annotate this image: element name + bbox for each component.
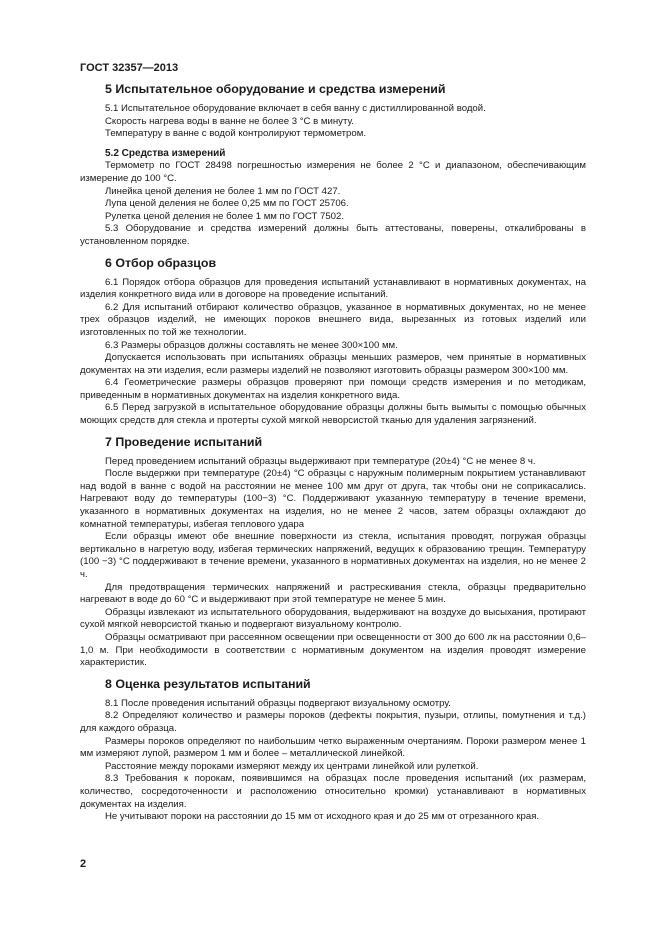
paragraph: 5.1 Испытательное оборудование включает в себя ванну с дистиллированной водой. — [105, 103, 486, 114]
paragraph: Размеры пороков определяют по наибольшим четко выраженным очертаниям. Пороки размером менее 1 мм измеряют лупой, размером 1 мм и более – металлической линейкой. — [80, 735, 586, 760]
section-7 — [80, 435, 586, 670]
section-8 — [80, 677, 586, 824]
paragraph: Если образцы имеют обе внешние поверхности из стекла, испытания проводят, погружая образцы вертикально в нагретую воду, избегая термических напряжений, ведущих к образованию трещин. Температуру (100 −3) °С поддерживают в течение времени, указанного в нормативных документах на изделия, но не менее 2 ч. — [80, 531, 586, 580]
section-5 — [80, 82, 586, 249]
paragraph: 6.4 Геометрические размеры образцов проверяют при помощи средств измерения и по методикам, приведенным в нормативных документах на изделия конкретного вида. — [80, 377, 586, 401]
paragraph: 5.3 Оборудование и средства измерений должны быть аттестованы, поверены, откалиброваны в установленном порядке. — [80, 223, 586, 247]
paragraph: Температуру в ванне с водой контролируют термометром. — [105, 128, 366, 140]
paragraph: Расстояние между пороками измеряют между их центрами линейкой или рулеткой. — [105, 760, 479, 772]
paragraph: 8.2 Определяют количество и размеры пороков (дефекты покрытия, пузыри, отлипы, помутнения и т.д.) для каждого образца. — [80, 710, 586, 734]
paragraph: Лупа ценой деления не более 0,25 мм по ГОСТ 25706. — [105, 198, 349, 210]
paragraph: Скорость нагрева воды в ванне не более 3 °С в минуту. — [105, 115, 354, 127]
paragraph: 6.5 Перед загрузкой в испытательное оборудование образцы должны быть вымыты с помощью обычных моющих средств для стекла и протерты сухой мягкой неворсистой тканью для удаления загрязнений. — [80, 402, 586, 427]
paragraph: Перед проведением испытаний образцы выдерживают при температуре (20±4) °С не менее 8 ч. — [105, 455, 536, 467]
document-header: ГОСТ 32357—2013 — [80, 62, 179, 74]
paragraph: Не учитывают пороки на расстоянии до 15 мм от исходного края и до 25 мм от отрезанного края. — [105, 811, 540, 823]
paragraph: 8.3 Требования к порокам, появившимся на образцах после проведения испытаний (их размерам, количество, сосредоточенности и расположению относительно кромки) устанавливают в нормативных документах на изделия. — [80, 773, 586, 810]
paragraph: Образцы осматривают при рассеянном освещении при освещенности от 300 до 600 лк на расстоянии 0,6–1,0 м. При необходимости в соответствии с нормативным документом на изделия проводят измерение характеристик. — [80, 631, 586, 669]
document-body — [80, 82, 586, 831]
paragraph: Линейка ценой деления не более 1 мм по ГОСТ 427. — [105, 185, 341, 197]
paragraph: После выдержки при температуре (20±4) °С образцы с наружным полимерным покрытием устанавливают над водой в ванне с водой на расстоянии не менее 100 мм друг от друга, так чтобы они не соприкасались. Нагревают воду до температуры (100−3) °С. Поддерживают указанную температуру в течение времени, указанного в нормативных документах на изделия, но не менее 2 часов, затем образцы охлаждают до комнатной температуры, избегая теплового удара — [80, 468, 586, 530]
section-5-title: 5 Испытательное оборудование и средства измерений — [105, 82, 446, 96]
paragraph: 6.1 Порядок отбора образцов для проведения испытаний устанавливают в нормативных документах, на изделия конкретного вида или в договоре на проведение испытаний. — [80, 276, 586, 301]
section-6 — [80, 256, 586, 428]
paragraph: Образцы извлекают из испытательного оборудования, выдерживают на воздухе до высыхания, протирают сухой мягкой неворсистой тканью и подвергают визуальному контролю. — [80, 606, 586, 631]
paragraph: Для предотвращения термических напряжений и растрескивания стекла, образцы предварительно нагревают в воде до 60 °С и выдерживают при этой температуре не менее 5 мин. — [80, 581, 586, 606]
paragraph: Термометр по ГОСТ 28498 погрешностью измерения не более 2 °С и диапазоном, обеспечивающим измерение до 100 °С. — [80, 160, 586, 184]
section-7-title: 7 Проведение испытаний — [105, 434, 263, 449]
paragraph: 8.1 После проведения испытаний образцы подвергают визуальному осмотру. — [105, 697, 451, 709]
subsection-title: 5.2 Средства измерений — [105, 147, 226, 159]
section-6-title: 6 Отбор образцов — [105, 255, 217, 270]
section-8-title: 8 Оценка результатов испытаний — [105, 676, 311, 691]
paragraph: 6.2 Для испытаний отбирают количество образцов, указанное в нормативных документах, но не менее трех образцов изделий, не имеющих пороков внешнего вида, вырезанных из готовых изделий или изготовленных по той же технологии. — [80, 301, 586, 338]
page-number: 2 — [80, 858, 87, 870]
paragraph: 6.3 Размеры образцов должны составлять не менее 300×100 мм. — [105, 339, 398, 351]
paragraph: Допускается использовать при испытаниях образцы меньших размеров, чем принятые в нормативных документах на эти изделия, если размеры изделий не позволяют изготовить образцы размером 300×100 мм. — [80, 352, 586, 376]
paragraph: Рулетка ценой деления не более 1 мм по ГОСТ 7502. — [105, 210, 345, 222]
